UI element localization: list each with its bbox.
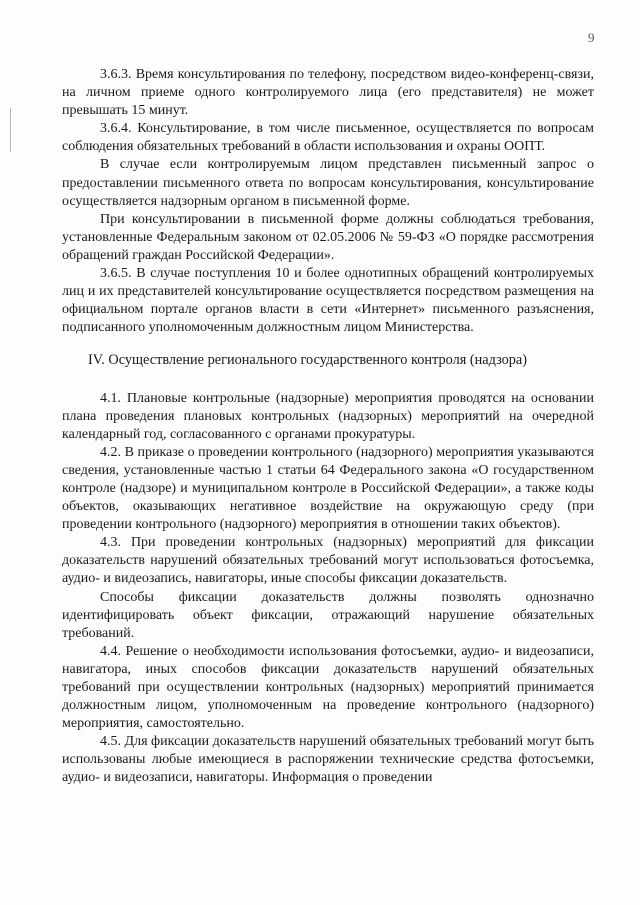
paragraph-4-5: 4.5. Для фиксации доказательств нарушений обязательных требований могут быть использованы любые имеющиеся в распоряжении технические средства фотосъемки, аудио- и видеозаписи, навигаторы. Информация о проведении	[62, 734, 594, 786]
page-number: 9	[588, 30, 595, 45]
paragraph-methods: Способы фиксации доказательств должны позволять однозначно идентифицировать объект фиксации, отражающий нарушение обязательных требований.	[62, 589, 594, 641]
scan-edge-mark	[10, 108, 11, 152]
section-iv-heading: IV. Осуществление регионального государственного контроля (надзора)	[88, 352, 528, 369]
paragraph-4-4: 4.4. Решение о необходимости использования фотосъемки, аудио- и видеозаписи, навигатора, иных способов фиксации доказательств нарушений обязательных требований при осуществлении контрольных (надзорных) мероприятий принимается должностным лицом, уполномоченным на проведение контрольного (надзорного) мероприятия, самостоятельно.	[62, 643, 594, 732]
paragraph-4-1: 4.1. Плановые контрольные (надзорные) мероприятия проводятся на основании плана проведения плановых контрольных (надзорных) мероприятий на очередной календарный год, согласованного с органами прокуратуры.	[62, 390, 594, 442]
paragraph-4-3: 4.3. При проведении контрольных (надзорных) мероприятий для фиксации доказательств нарушений обязательных требований могут использоваться фотосъемка, аудио- и видеозапись, навигаторы, иные способы фиксации доказательств.	[62, 535, 594, 587]
paragraph-written-request: В случае если контролируемым лицом представлен письменный запрос о предоставлении письменного ответа по вопросам консультирования, консультирование осуществляется надзорным органом в письменной форме.	[62, 157, 594, 209]
paragraph-written-form: При консультировании в письменной форме должны соблюдаться требования, установленные Федеральным законом от 02.05.2006 № 59-ФЗ «О порядке рассмотрения обращений граждан Российской Федерации».	[62, 211, 594, 263]
document-body	[62, 66, 594, 788]
paragraph-4-2: 4.2. В приказе о проведении контрольного (надзорного) мероприятия указываются сведения, установленные частью 1 статьи 64 Федерального закона «О государственном контроле (надзоре) и муниципальном контроле в Российской Федерации», а также коды объектов, оказывающих негативное воздействие на окружающую среду (при проведении контрольного (надзорного) мероприятия в отношении таких объектов).	[62, 444, 594, 533]
paragraph-3-6-3: 3.6.3. Время консультирования по телефону, посредством видео-конференц-связи, на личном приеме одного контролируемого лица (его представителя) не может превышать 15 минут.	[62, 67, 594, 119]
paragraph-3-6-4: 3.6.4. Консультирование, в том числе письменное, осуществляется по вопросам соблюдения обязательных требований в области использования и охраны ООПТ.	[62, 121, 594, 155]
paragraph-3-6-5: 3.6.5. В случае поступления 10 и более однотипных обращений контролируемых лиц и их представителей консультирование осуществляется посредством размещения на официальном портале органов власти в сети «Интернет» письменного разъяснения, подписанного уполномоченным должностным лицом Министерства.	[62, 266, 594, 336]
